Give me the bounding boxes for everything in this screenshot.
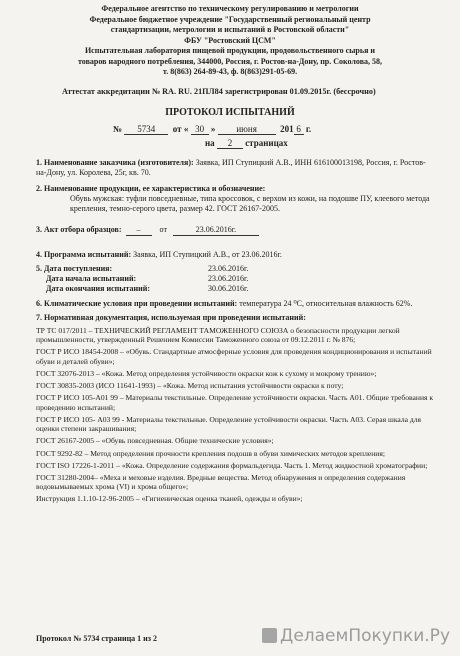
institution-short-name: ФБУ "Ростовский ЦСМ" [184, 35, 276, 45]
from-label: от « [172, 123, 189, 134]
year-suffix: 6 [294, 124, 304, 135]
lab-phone-line: т. 8(863) 264-89-43, ф. 8(863)291-05-69. [162, 67, 298, 76]
list-item: ГОСТ Р ИСО 105-А01 99 – Материалы текстильные. Определение устойчивости окраски. Часть А01. Общие требования к проведению испытаний; [36, 393, 434, 412]
day-close: » [210, 123, 216, 134]
section-climate [36, 299, 436, 309]
climate-label: 6. Климатические условия при проведении испытаний: [36, 298, 238, 308]
customer-text: Заявка, ИП Ступицкий А.В., ИНН 616100013198, Россия, г. Ростов-на-Дону, ул. Королева, 25г, кв. 70. [36, 157, 426, 177]
list-item: ГОСТ 30835-2003 (ИСО 11641-1993) – «Кожа. Метод испытания устойчивости окраски к поту; [36, 380, 344, 390]
pages-label: страницах [245, 137, 288, 148]
list-item: ГОСТ Р ИСО 18454-2008 – «Обувь. Стандартные атмосферные условия для проведения кондиционирования и испытаний обуви и деталей обуви»; [36, 347, 432, 366]
year-prefix: 201 [280, 123, 294, 134]
section-dates [36, 264, 436, 294]
product-label: 2. Наименование продукции, ее характеристика и обозначение: [36, 183, 266, 193]
protocol-day: 30 [191, 124, 209, 135]
sampling-from-label: от [159, 224, 167, 234]
list-item: Инструкция 1.1.10-12-96-2005 – «Гигиеническая оценка тканей, одежды и обуви»; [36, 494, 303, 504]
customer-label: 1. Наименование заказчика (изготовителя): [36, 157, 194, 167]
sampling-date: 23.06.2016г. [173, 225, 259, 236]
climate-text: температура 24 ⁰С, относительная влажность 62%. [239, 298, 413, 308]
received-label: 5. Дата поступления: [36, 263, 113, 273]
sampling-act-label: 3. Акт отбора образцов: [36, 224, 122, 234]
protocol-number: 5734 [124, 124, 168, 135]
list-item: ГОСТ ISO 17226-1-2011 – «Кожа. Определение содержания формальдегида. Часть 1. Метод жидкостной хроматографии; [36, 460, 428, 470]
protocol-month: июня [218, 124, 276, 135]
test-program-text: Заявка, ИП Ступицкий А.В., от 23.06.2016г. [133, 249, 282, 259]
test-program-label: 4. Программа испытаний: [36, 249, 132, 259]
norms-label: 7. Нормативная документация, используемая при проведении испытаний: [36, 312, 306, 322]
on-label: на [205, 137, 215, 148]
section-test-program [36, 250, 436, 260]
page-footer: Протокол № 5734 страница 1 из 2 [36, 634, 157, 643]
list-item: ГОСТ 26167-2005 – «Обувь повседневная. Общие технические условия»; [36, 436, 274, 446]
year-label: г. [305, 123, 312, 134]
received-date: 23.06.2016г. [208, 263, 249, 273]
section-product [36, 184, 436, 214]
watermark [262, 626, 450, 646]
protocol-number-line [113, 124, 460, 135]
organization-header [0, 0, 460, 78]
end-label: Дата окончания испытаний: [46, 283, 151, 293]
list-item: ГОСТ Р ИСО 105- А03 99 - Материалы текстильные. Определение устойчивости окраски. Часть А03. Серая шкала для оценки степени закрашивания; [36, 414, 422, 434]
end-date: 30.06.2016г. [208, 283, 249, 293]
agency-line: Федеральное агентство по техническому регулированию и метрологии [101, 4, 359, 13]
section-sampling-act [36, 225, 436, 236]
start-label: Дата начала испытаний: [46, 273, 137, 283]
sampling-act-number: – [126, 225, 152, 236]
watermark-text: ДелаемПокупки.Ру [280, 626, 450, 646]
number-label: № [113, 123, 123, 134]
list-item: ГОСТ 32076-2013 – «Кожа. Метод определения устойчивости окраски кож к сухому и мокрому трению»; [36, 368, 377, 378]
product-text: Обувь мужская: туфли повседневные, типа кроссовок, с верхом из кожи, на подошве ПУ, клеевого метода крепления, темно-серого цвета, размер 42. ГОСТ 26167-2005. [70, 193, 430, 213]
page-count: 2 [217, 138, 243, 149]
section-norms-heading [36, 313, 436, 323]
list-item: ГОСТ 31280-2004– «Меха и меховые изделия. Вредные вещества. Метод обнаружения и определения содержания водовымываемых хрома (VI) и хрома общего»; [36, 472, 406, 492]
section-customer [36, 158, 436, 178]
lab-name-line: Испытательная лаборатория пищевой продукции, продовольственного сырья и [84, 46, 376, 55]
protocol-pages-line [205, 138, 460, 149]
watermark-logo-icon [262, 628, 277, 643]
list-item: ТР ТС 017/2011 – ТЕХНИЧЕСКИЙ РЕГЛАМЕНТ ТАМОЖЕННОГО СОЮЗА о безопасности продукции легкой промышленности, утвержденный Решением Комиссии Таможенного союза от 09.12.2011 г. № 876; [36, 325, 400, 345]
institution-line: Федеральное бюджетное учреждение "Государственный региональный центр [89, 14, 371, 24]
protocol-title: ПРОТОКОЛ ИСПЫТАНИЙ [165, 106, 295, 118]
list-item: ГОСТ 9292-82 – Метод определения прочности крепления подошв в обуви химических методов крепления; [36, 448, 385, 458]
accreditation-line: Аттестат аккредитации № RA. RU. 21ПЛ84 зарегистрирован 01.09.2015г. (бессрочно) [62, 86, 376, 96]
start-date: 23.06.2016г. [208, 273, 249, 283]
lab-address-line: товаров народного потребления, 344000, Россия, г. Ростов-на-Дону, пр. Соколова, 58, [77, 56, 383, 66]
institution-line-2: стандартизации, метрологии и испытаний в Ростовской области" [110, 25, 350, 34]
norms-list [36, 326, 436, 505]
